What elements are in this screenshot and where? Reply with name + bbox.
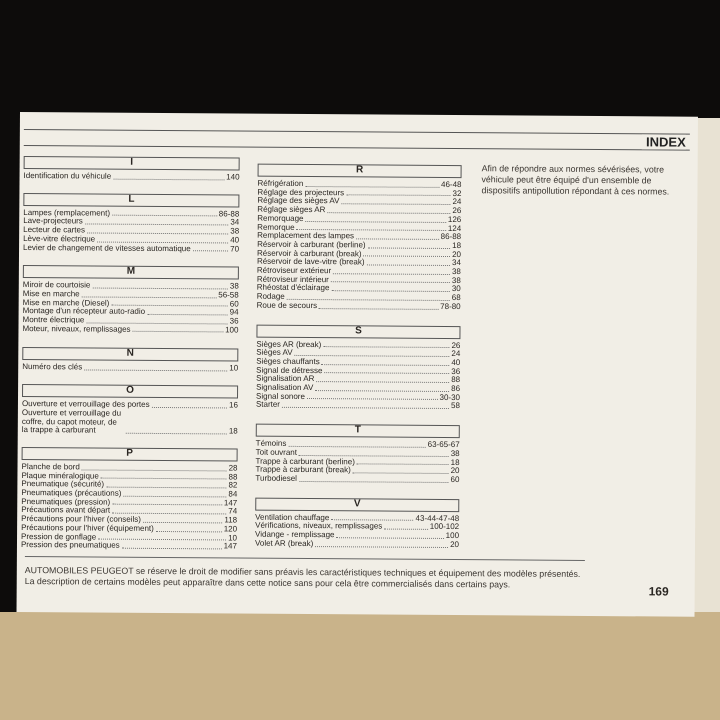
entry-label: Réservoir à carburant (break) [256,248,362,259]
entry-label: Pression des pneumatiques [20,540,120,550]
entry-label: Rétroviseur intérieur [256,274,329,284]
entry-label: Sièges AR (break) [256,339,322,349]
section-letter-header [256,324,460,338]
index-column-left [21,156,240,551]
leader-dots [319,308,438,310]
entry-page: 82 [228,480,238,490]
entry-label: Remorquage [257,213,304,223]
entry-page: 84 [228,489,238,499]
antipollution-note: Afin de répondre aux normes sévérisées, votre véhicule peut être équipé d'un ensemble de dispositifs antipollution répondant à ces normes. [481,163,670,197]
entry-page: 16 [229,400,238,410]
section-letter: R [355,164,364,176]
index-entry [256,401,460,411]
page-title: INDEX [642,134,686,149]
entry-label: Levier de changement de vitesses automatique [23,242,191,253]
entry-label: Trappe à carburant (berline) [255,456,355,466]
entry-page: 126 [447,214,462,224]
leader-dots [384,529,427,530]
section-letter-header [22,384,238,399]
leader-dots [143,522,222,524]
entry-label: Pneumatiques (précautions) [21,488,122,498]
entry-label: Planche de bord [21,461,80,472]
entry-label: Rodage [256,291,285,301]
entry-label: Pression de gonflage [21,531,97,542]
leader-dots [322,364,450,366]
entry-page: 86 [451,384,461,394]
leader-dots [357,464,449,466]
section-letter-header [22,447,238,462]
entry-page: 10 [228,533,238,543]
leader-dots [331,290,449,292]
entry-label: Réservoir de lave-vitre (break) [256,256,365,267]
leader-dots [133,331,224,333]
entry-page: 88 [451,375,461,385]
entry-label: Lève-vitre électrique [23,233,96,244]
entry-page: 63-65-67 [427,440,460,450]
entry-page: 36 [451,366,461,376]
leader-dots [122,548,222,550]
leader-dots [112,504,222,506]
index-entry [255,539,459,549]
entry-label: Montre électrique [22,315,85,325]
index-title-bar [24,129,690,151]
entry-page: 40 [230,235,240,245]
entry-label: Lampes (remplacement) [23,207,111,218]
index-section-r [257,164,462,312]
entry-page: 147 [223,498,238,508]
entry-label: Pneumatique (sécurité) [21,479,105,489]
entry-label: Starter [255,400,281,410]
leader-dots [92,287,228,289]
leader-dots [305,221,445,223]
entry-label: Numéro des clés [22,362,83,372]
entry-label: Ventilation chauffage [255,512,330,522]
entry-page: 38 [451,275,461,285]
leader-dots [82,469,227,471]
entry-page: 38 [229,281,239,291]
leader-dots [324,372,449,374]
leader-dots [147,314,228,316]
leader-dots [193,250,228,251]
section-letter: S [355,324,362,336]
index-entry [22,325,238,335]
leader-dots [87,232,228,234]
entry-label: Réservoir à carburant (berline) [257,239,366,250]
section-letter: I [130,156,134,168]
index-entry [255,475,459,485]
index-entry [21,541,237,551]
leader-dots [84,370,227,372]
entry-page: 24 [452,197,462,207]
leader-dots [112,215,217,217]
entry-page: 120 [223,524,238,534]
leader-dots [331,282,450,284]
entry-label: Rétroviseur extérieur [256,265,332,276]
entry-page: 43-44-47-48 [415,513,460,523]
entry-label: Roue de secours [256,300,318,310]
entry-label: Vidange - remplissage [255,529,335,540]
section-letter-header [24,156,240,171]
entry-page: 94 [229,307,239,317]
index-entry [22,409,238,437]
entry-label: Signal sonore [255,391,305,401]
leader-dots [101,478,227,480]
leader-dots [97,241,228,243]
leader-dots [368,247,451,249]
entry-page: 38 [230,226,240,236]
entry-label: Identification du véhicule [23,171,112,181]
index-section-l [23,193,239,254]
index-entry [257,302,461,312]
section-letter: T [354,424,361,436]
index-column-right [255,164,462,550]
entry-page: 30 [451,284,461,294]
entry-label: Ouverture et verrouillage des portes [21,399,150,410]
leader-dots [113,178,224,180]
page-number: 169 [648,584,669,599]
entry-label: Plaque minéralogique [21,470,99,481]
section-letter: V [353,498,361,510]
entry-label: Moteur, niveaux, remplissages [22,323,131,334]
entry-page: 20 [452,249,462,259]
index-entry [22,363,238,373]
entry-label: Témoins [255,438,287,449]
section-letter-header [258,164,462,178]
index-section-s [256,324,461,411]
entry-page: 56-58 [218,290,239,300]
entry-page: 26 [451,340,461,350]
leader-dots [125,433,227,435]
entry-page: 100 [445,531,460,541]
section-letter-header [22,347,238,362]
entry-page: 86-88 [218,209,240,219]
leader-dots [85,224,229,226]
entry-page: 124 [447,223,462,233]
legal-footer: AUTOMOBILES PEUGEOT se réserve le droit de modifier sans préavis les caractéristiques techniques et équipement des modèles présentés. La description de certains modèles peut apparaître dans cette notice sans pour cela être commercialisés dans certains pays. [25,556,585,591]
index-section-m [22,265,238,335]
entry-page: 30-30 [439,392,461,402]
entry-page: 40 [451,357,461,368]
leader-dots [356,238,439,240]
index-section-n [22,347,238,373]
entry-page: 34 [452,258,461,268]
leader-dots [152,407,227,409]
leader-dots [327,212,450,214]
section-letter: L [128,193,135,205]
entry-page: 24 [451,349,461,359]
index-entry [23,244,239,254]
entry-page: 20 [450,466,460,476]
entry-label: Sièges AV [256,347,293,358]
entry-page: 60 [229,299,239,309]
entry-page: 46-48 [441,179,462,190]
entry-page: 70 [230,243,240,254]
entry-page: 36 [229,316,239,326]
entry-label: Mise en marche [22,288,80,299]
entry-page: 18 [452,240,462,251]
entry-label: Précautions pour l'hiver (équipement) [21,522,154,533]
leader-dots [367,264,451,266]
leader-dots [316,381,449,383]
section-letter-header [23,193,239,208]
entry-page: 32 [452,188,462,198]
section-letter: N [126,348,134,360]
index-section-v [255,497,459,549]
entry-label: Précautions avant départ [21,505,111,516]
entry-page: 38 [451,267,461,277]
entry-page: 118 [224,515,238,525]
leader-dots [333,273,450,275]
leader-dots [282,407,449,409]
leader-dots [288,446,425,448]
leader-dots [156,531,222,532]
entry-page: 88 [228,472,238,482]
section-letter: M [126,265,136,278]
entry-page: 68 [451,293,461,303]
entry-page: 147 [223,541,238,551]
entry-label: Réglage des sièges AV [257,196,340,206]
entry-label: Réglage sièges AR [257,204,326,215]
entry-label: Turbodiesel [255,473,297,483]
leader-dots [106,487,226,489]
leader-dots [315,390,449,392]
leader-dots [323,346,449,348]
index-section-o [22,384,238,436]
entry-label: Remorque [257,222,295,232]
leader-dots [315,546,448,548]
entry-page: 10 [229,363,239,373]
section-letter-header [23,265,239,280]
entry-label: Rhéostat d'éclairage [256,283,330,293]
entry-label: Toit ouvrant [255,447,298,457]
entry-page: 100 [225,325,239,335]
entry-label: Mise en marche (Diesel) [22,297,110,308]
entry-page: 28 [228,463,238,473]
entry-label: Sièges chauffants [256,356,320,367]
entry-page: 78-80 [440,301,461,311]
section-letter-header [256,424,460,438]
entry-page: 18 [450,457,460,467]
leader-dots [346,195,450,197]
entry-page: 86-88 [440,232,462,242]
leader-dots [363,256,450,258]
entry-page: 38 [450,448,460,458]
manual-page [17,112,698,617]
entry-label: Remplacement des lampes [257,230,355,241]
entry-label: Montage d'un récepteur auto-radio [22,306,146,317]
leader-dots [299,481,449,483]
entry-label: Volet AR (break) [254,538,314,548]
index-section-p [21,447,238,552]
leader-dots [342,203,451,205]
section-letter-header [255,497,459,511]
entry-label: Signal de détresse [256,365,323,375]
index-section-t [255,424,459,485]
entry-label: Signalisation AR [256,374,315,384]
entry-page: 100-102 [429,522,460,532]
entry-page: 60 [450,474,460,485]
entry-page: 74 [228,506,238,516]
entry-label: Ouverture et verrouillage du coffre, du capot moteur, de la trappe à carburant [21,407,122,435]
entry-page: 58 [451,401,460,411]
entry-page: 34 [230,217,240,227]
entry-page: 140 [226,172,240,182]
index-entry [24,172,240,182]
background-surface [0,612,720,720]
entry-label: Lave-projecteurs [23,216,83,226]
section-letter: P [126,447,133,459]
entry-page: 18 [228,426,238,436]
entry-label: Réfrigération [257,178,304,188]
entry-label: Trappe à carburant (break) [255,464,351,475]
leader-dots [307,398,438,400]
entry-label: Miroir de courtoisie [22,280,91,290]
leader-dots [123,495,226,497]
entry-page: 20 [450,539,460,549]
entry-label: Pneumatiques (pression) [21,496,111,507]
entry-label: Vérifications, niveaux, remplissages [255,521,383,531]
section-letter: O [126,384,134,396]
entry-label: Lecteur de cartes [23,225,86,235]
leader-dots [336,537,443,539]
index-section-i [24,156,240,182]
entry-label: Réglage des projecteurs [257,187,345,197]
entry-label: Signalisation AV [256,382,314,393]
entry-page: 26 [452,206,462,216]
entry-label: Précautions pour l'hiver (conseils) [21,514,142,525]
leader-dots [353,472,449,474]
